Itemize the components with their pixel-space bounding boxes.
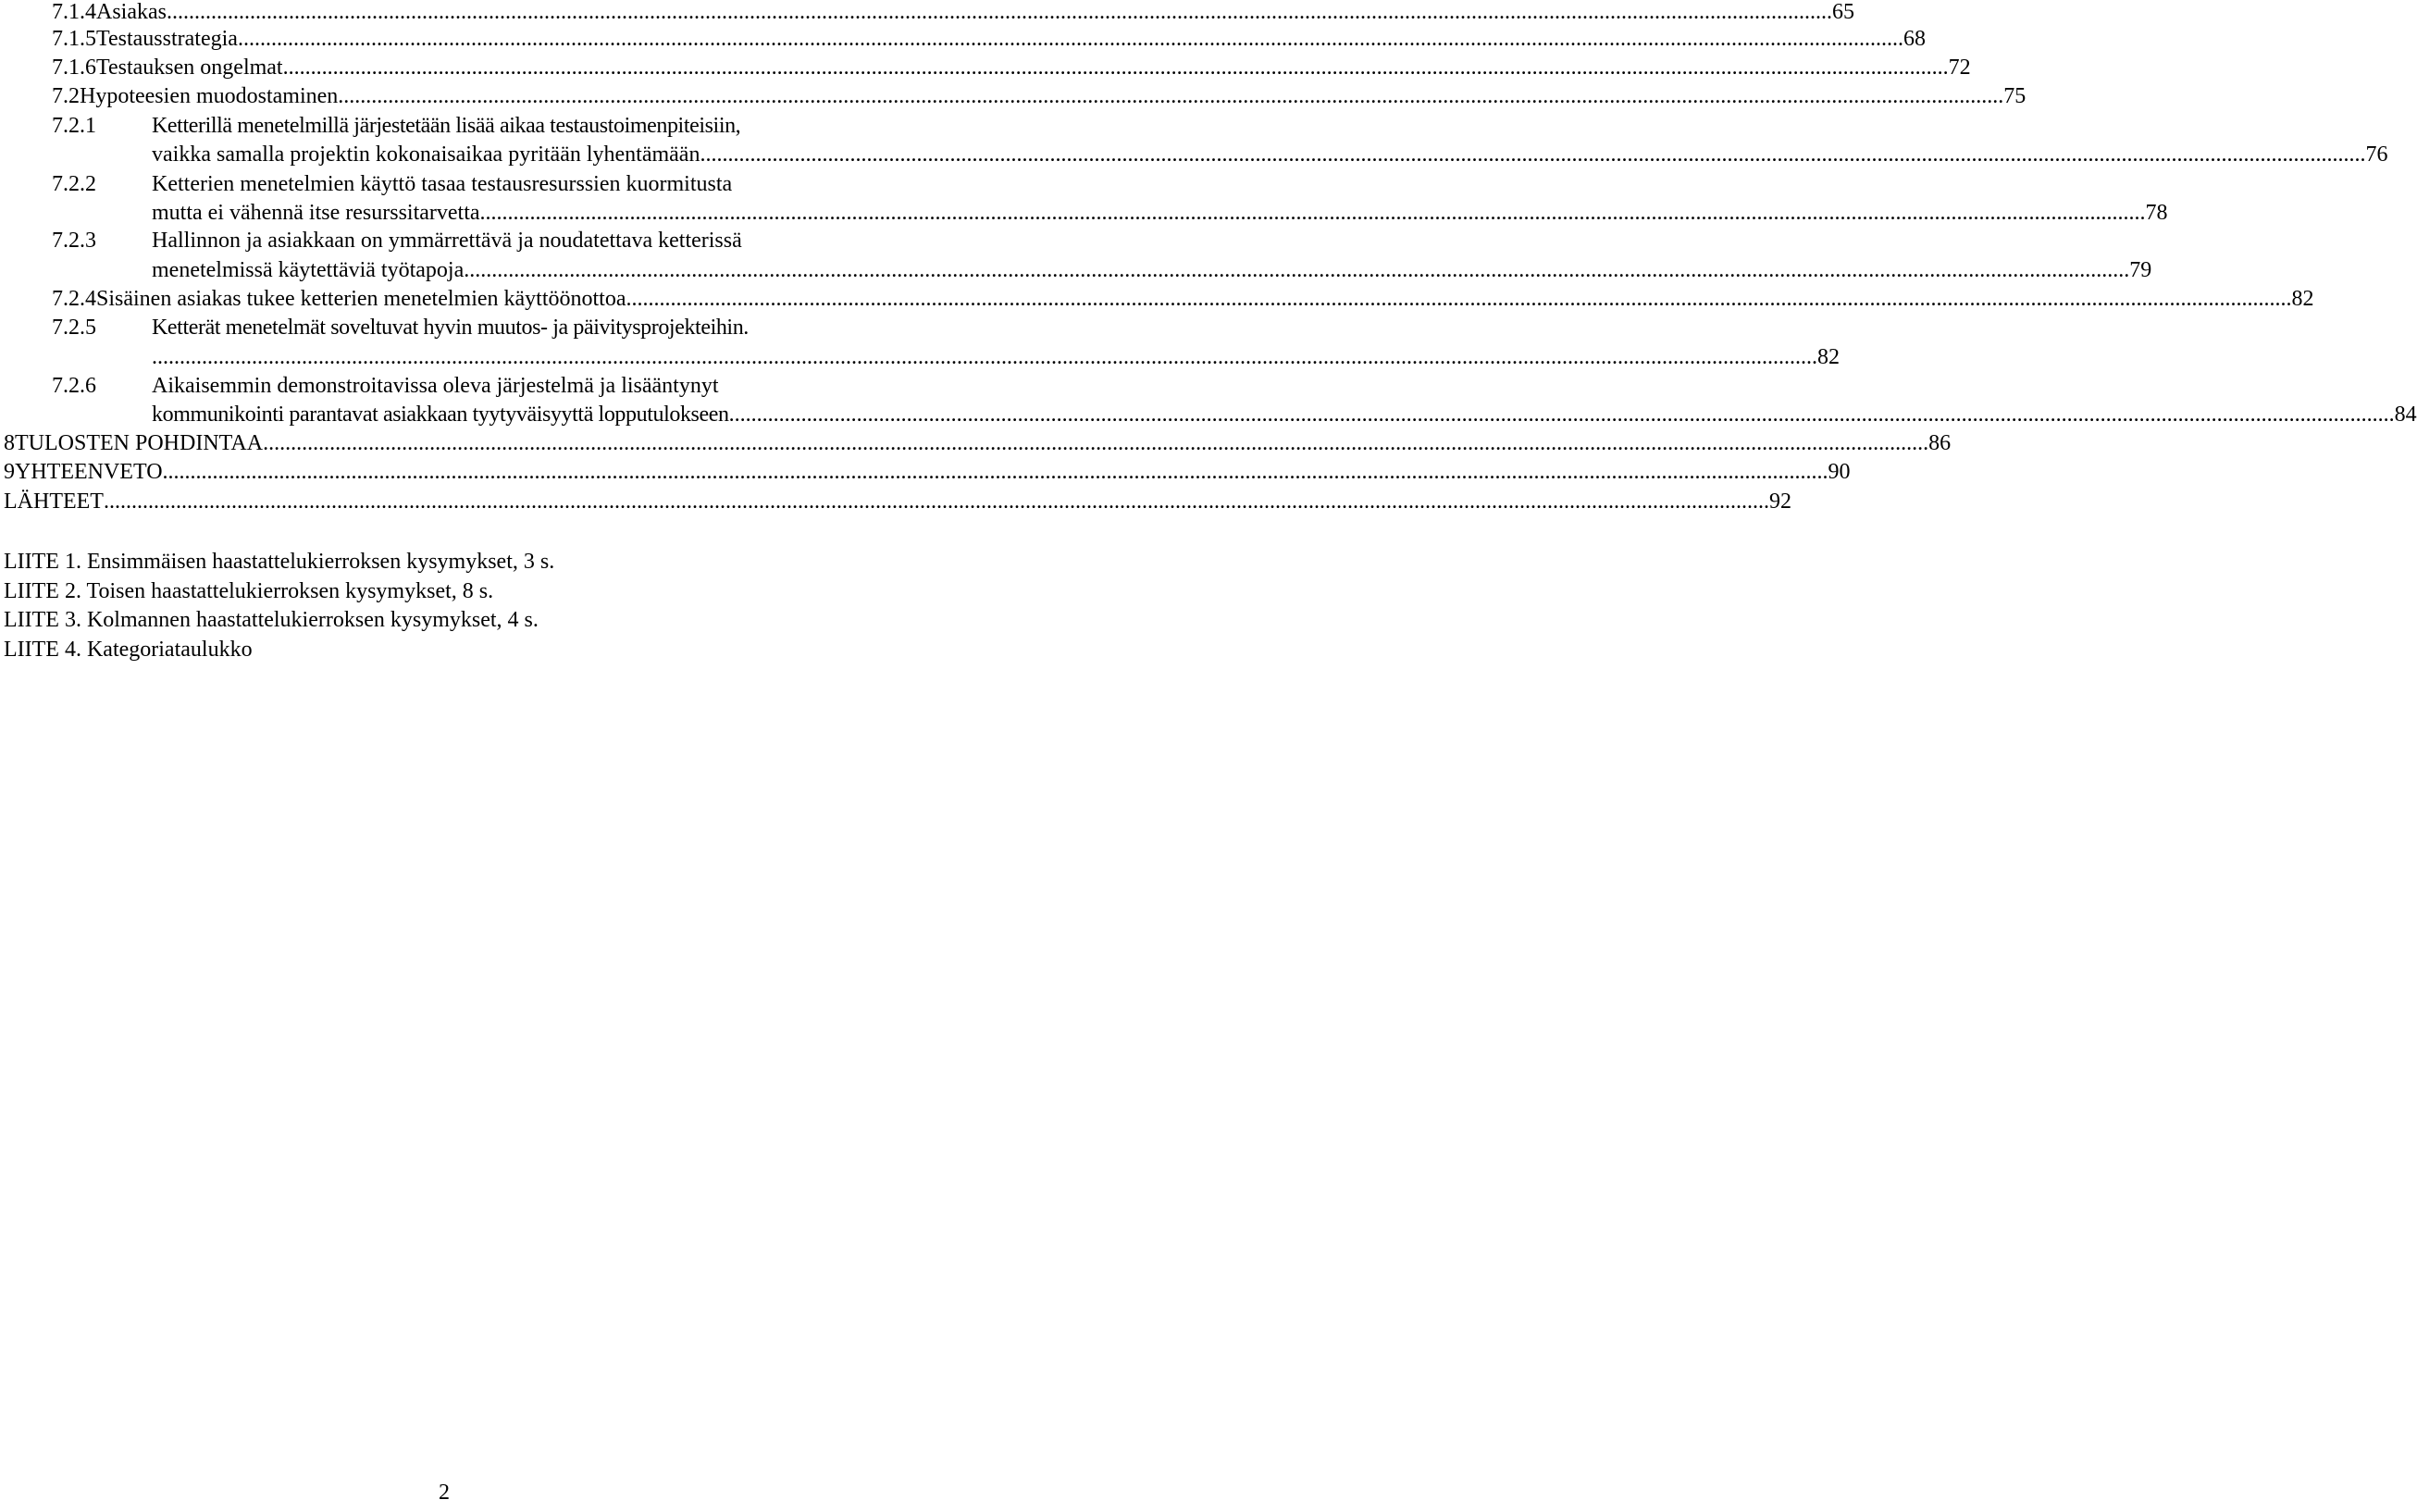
dot-leader: ............................................................................................................................................................................................................................................................................................................	[103, 490, 1769, 514]
toc-title: Ketterät menetelmät soveltuvat hyvin muutos- ja päivitysprojekteihin.	[152, 316, 749, 340]
toc-title-continuation: menetelmissä käytettäviä työtapoja	[152, 258, 465, 282]
toc-entry-8[interactable]	[4, 428, 1952, 458]
page-number: 2	[439, 1481, 450, 1505]
toc-entry-7-2-4[interactable]	[52, 284, 2314, 314]
toc-entry-7-1-5[interactable]	[52, 24, 1926, 54]
toc-number: 7.2.3	[52, 229, 96, 253]
toc-entry-7-2-5[interactable]	[52, 313, 851, 342]
dot-leader: ............................................................................................................................................................................................................................................................................................................	[166, 0, 1832, 24]
toc-entry-9[interactable]	[4, 457, 1851, 487]
toc-number: 7.2.2	[52, 172, 96, 196]
toc-entry-7-2-1[interactable]	[52, 111, 851, 141]
toc-entry-7-2-6-continuation[interactable]	[152, 400, 2417, 429]
toc-title: Aikaisemmin demonstroitavissa oleva järjestelmä ja lisääntynyt	[152, 374, 719, 398]
toc-page-number: 76	[2365, 143, 2388, 167]
toc-entry-7-1-4[interactable]	[52, 0, 1854, 27]
toc-title: Hallinnon ja asiakkaan on ymmärrettävä ja noudatettava ketterissä	[152, 229, 742, 253]
toc-entry-7-2-2[interactable]	[52, 169, 851, 199]
toc-page-number: 75	[2003, 84, 2027, 108]
toc-page-number: 90	[1828, 460, 1851, 484]
appendix-2[interactable]: LIITE 2. Toisen haastattelukierroksen kysymykset, 8 s.	[4, 579, 494, 603]
dot-leader: ............................................................................................................................................................................................................................................................................................................	[152, 345, 1817, 369]
toc-number: 7.1.5	[52, 27, 96, 51]
toc-number: 7.2.5	[52, 316, 96, 340]
toc-title-continuation: mutta ei vähennä itse resurssitarvetta	[152, 201, 480, 225]
dot-leader: ............................................................................................................................................................................................................................................................................................................	[162, 460, 1828, 484]
toc-entry-7-2-1-continuation[interactable]	[152, 140, 2388, 169]
toc-page-number: 68	[1903, 27, 1926, 51]
toc-page-number: 72	[1948, 56, 1971, 80]
toc-number: 7.2.1	[52, 114, 96, 138]
dot-leader: ............................................................................................................................................................................................................................................................................................................	[464, 258, 2130, 282]
toc-title-continuation: vaikka samalla projektin kokonaisaikaa pyritään lyhentämään	[152, 143, 700, 167]
toc-title-continuation: kommunikointi parantavat asiakkaan tyytyväisyyttä lopputulokseen	[152, 403, 729, 427]
toc-entry-lahteet[interactable]	[4, 487, 1791, 516]
toc-number: 7.2.4	[52, 287, 96, 311]
toc-title: LÄHTEET	[4, 490, 104, 514]
toc-page-number: 65	[1831, 0, 1854, 24]
toc-entry-7-2-2-continuation[interactable]	[152, 198, 2168, 228]
toc-number: 9	[4, 460, 15, 484]
dot-leader: ............................................................................................................................................................................................................................................................................................................	[700, 143, 2366, 167]
toc-title: Ketterien menetelmien käyttö tasaa testausresurssien kuormitusta	[152, 172, 733, 196]
toc-page-number: 82	[2291, 287, 2314, 311]
toc-entry-7-2[interactable]	[52, 81, 2027, 111]
appendix-4[interactable]: LIITE 4. Kategoriataulukko	[4, 638, 253, 662]
toc-entry-7-2-5-continuation[interactable]	[152, 342, 1840, 372]
toc-title: Sisäinen asiakas tukee ketterien menetelmien käyttöönottoa	[96, 287, 626, 311]
toc-number: 8	[4, 431, 15, 455]
toc-page-number: 84	[2394, 403, 2417, 427]
toc-entry-7-2-6[interactable]	[52, 371, 851, 401]
dot-leader: ............................................................................................................................................................................................................................................................................................................	[626, 287, 2292, 311]
dot-leader: ............................................................................................................................................................................................................................................................................................................	[338, 84, 2004, 108]
dot-leader: ............................................................................................................................................................................................................................................................................................................	[282, 56, 1949, 80]
toc-page-number: 82	[1817, 345, 1840, 369]
toc-page-number: 78	[2145, 201, 2168, 225]
toc-entry-7-2-3[interactable]	[52, 226, 851, 255]
dot-leader: ............................................................................................................................................................................................................................................................................................................	[263, 431, 1929, 455]
dot-leader: ............................................................................................................................................................................................................................................................................................................	[728, 403, 2395, 427]
toc-title: Testausstrategia	[96, 27, 238, 51]
toc-number: 7.2	[52, 84, 80, 108]
toc-page-number: 92	[1768, 490, 1791, 514]
toc-page-number: 86	[1928, 431, 1952, 455]
toc-title: Testauksen ongelmat	[96, 56, 283, 80]
dot-leader: ............................................................................................................................................................................................................................................................................................................	[237, 27, 1903, 51]
toc-number: 7.1.6	[52, 56, 96, 80]
toc-number: 7.2.6	[52, 374, 96, 398]
toc-title: Hypoteesien muodostaminen	[80, 84, 339, 108]
toc-entry-7-2-3-continuation[interactable]	[152, 255, 2152, 285]
toc-title: YHTEENVETO	[15, 460, 163, 484]
appendix-3[interactable]: LIITE 3. Kolmannen haastattelukierroksen kysymykset, 4 s.	[4, 608, 539, 632]
toc-page-number: 79	[2129, 258, 2152, 282]
dot-leader: ............................................................................................................................................................................................................................................................................................................	[479, 201, 2146, 225]
toc-entry-7-1-6[interactable]	[52, 53, 1971, 82]
toc-title: Asiakas	[96, 0, 167, 24]
toc-number: 7.1.4	[52, 0, 96, 24]
toc-title: Ketterillä menetelmillä järjestetään lisää aikaa testaustoimenpiteisiin,	[152, 114, 741, 138]
toc-title: TULOSTEN POHDINTAA	[15, 431, 264, 455]
appendix-1[interactable]: LIITE 1. Ensimmäisen haastattelukierroksen kysymykset, 3 s.	[4, 550, 555, 574]
